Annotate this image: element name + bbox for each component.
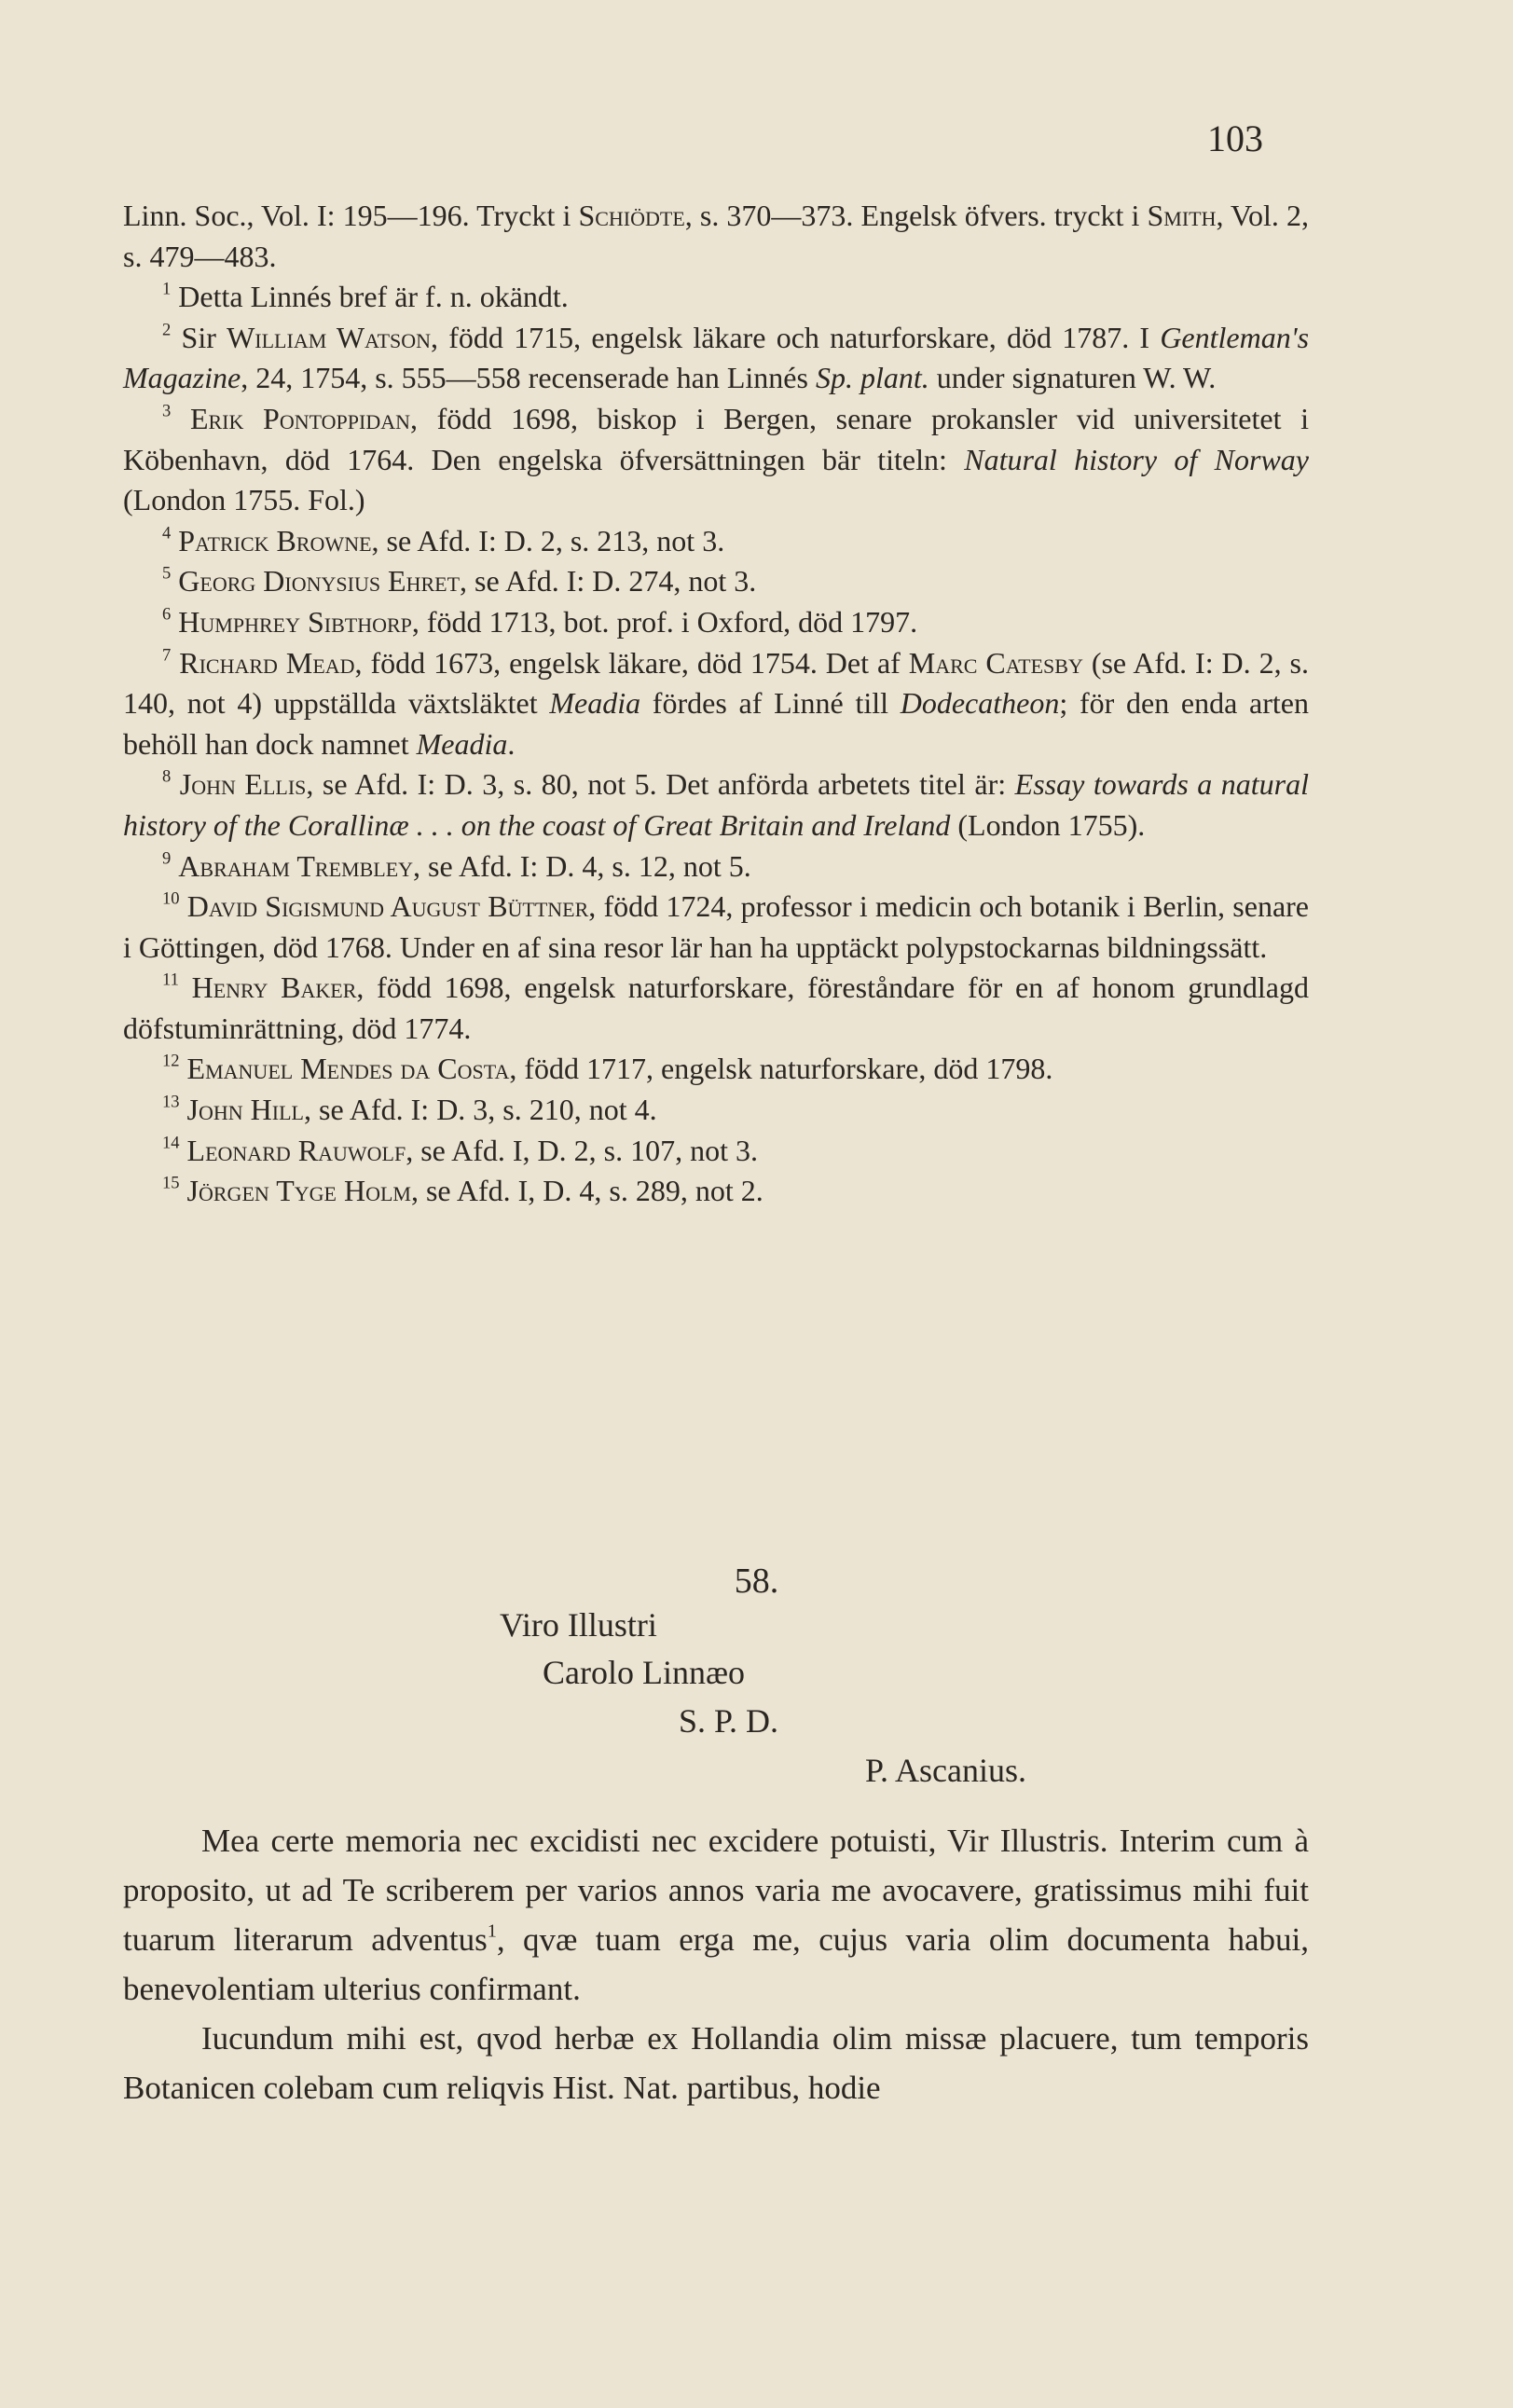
footnotes bbox=[123, 196, 1309, 1212]
letter-number: 58. bbox=[734, 1562, 779, 1601]
letter-paragraph-2: Iucundum mihi est, qvod herbæ ex Hollandia olim missæ placuere, tum temporis Botanicen colebam cum reliqvis Hist. Nat. partibus, hodie bbox=[123, 2020, 1309, 2106]
footnote-2: $^2$ Sir William Watson, född 1715, engelsk läkare och naturforskare, död 1787. I Gentleman's Magazine, 24, 1754, s. 555—558 recenserade han Linnés Sp. plant. under signaturen W. W. bbox=[123, 320, 1310, 395]
footnote-15: $^{15}$ Jörgen Tyge Holm, se Afd. I, D. 4, s. 289, not 2. bbox=[162, 1173, 763, 1208]
footnote-3: $^3$ Erik Pontoppidan, född 1698, biskop i Bergen, senare prokansler vid universitetet i Köbenhavn, död 1764. Den engelska öfversättningen bär titeln: Natural history of Norway (London 1755. Fol.) bbox=[123, 401, 1310, 517]
footnote-7: $^7$ Richard Mead, född 1673, engelsk läkare, död 1754. Det af Marc Catesby (se Afd. I: D. 2, s. 140, not 4) uppställda växtsläktet Meadia fördes af Linné till Dodecatheon; för den enda arten behöll han dock namnet Meadia. bbox=[123, 645, 1310, 761]
footnote-13: $^{13}$ John Hill, se Afd. I: D. 3, s. 210, not 4. bbox=[162, 1092, 657, 1127]
footnote-10: $^{10}$ David Sigismund August Büttner, född 1724, professor i medicin och botanik i Berlin, senare i Göttingen, död 1768. Under en af sina resor lär han ha upptäckt polypstockarnas bildningssätt. bbox=[123, 888, 1310, 964]
letter-body bbox=[123, 1816, 1309, 2112]
footnote-4: $^4$ Patrick Browne, se Afd. I: D. 2, s. 213, not 3. bbox=[162, 523, 725, 557]
footnote-continuation: Linn. Soc., Vol. I: 195—196. Tryckt i Schiödte, s. 370—373. Engelsk öfvers. tryckt i Smith, Vol. 2, s. 479—483. bbox=[123, 199, 1310, 273]
footnote-5: $^5$ Georg Dionysius Ehret, se Afd. I: D. 274, not 3. bbox=[162, 563, 757, 599]
letter-sender: P. Ascanius. bbox=[865, 1752, 1027, 1789]
footnote-6: $^6$ Humphrey Sibthorp, född 1713, bot. prof. i Oxford, död 1797. bbox=[162, 604, 918, 639]
footnote-1: $^1$ Detta Linnés bref är f. n. okändt. bbox=[162, 279, 569, 314]
footnote-12: $^{12}$ Emanuel Mendes da Costa, född 1717, engelsk naturforskare, död 1798. bbox=[162, 1052, 1053, 1086]
page-number: 103 bbox=[1207, 117, 1263, 159]
footnote-8: $^8$ John Ellis, se Afd. I: D. 3, s. 80, not 5. Det anförda arbetets titel är: Essay towards a natural history of the Corallinæ . . . on the coast of Great Britain and Ireland (London 1755). bbox=[123, 766, 1310, 842]
salutation-line-2: Carolo Linnæo bbox=[543, 1654, 745, 1691]
salutation-line-3: S. P. D. bbox=[679, 1702, 779, 1740]
footnote-9: $^9$ Abraham Trembley, se Afd. I: D. 4, s. 12, not 5. bbox=[162, 848, 751, 883]
footnote-11: $^{11}$ Henry Baker, född 1698, engelsk naturforskare, föreståndare för en af honom grundlagd döfstuminrättning, död 1774. bbox=[123, 970, 1309, 1045]
letter-paragraph-1: Mea certe memoria nec excidisti nec excidere potuisti, Vir Illustris. Interim cum à proposito, ut ad Te scriberem per varios annos varia me avocavere, gratissimus mihi fuit tuarum literarum adventus$^1$, qvæ tuam erga me, cujus varia olim documenta habui, benevolentiam ulterius confirmant. bbox=[123, 1823, 1309, 2007]
salutation-line-1: Viro Illustri bbox=[500, 1606, 657, 1644]
footnote-14: $^{14}$ Leonard Rauwolf, se Afd. I, D. 2, s. 107, not 3. bbox=[162, 1133, 758, 1167]
